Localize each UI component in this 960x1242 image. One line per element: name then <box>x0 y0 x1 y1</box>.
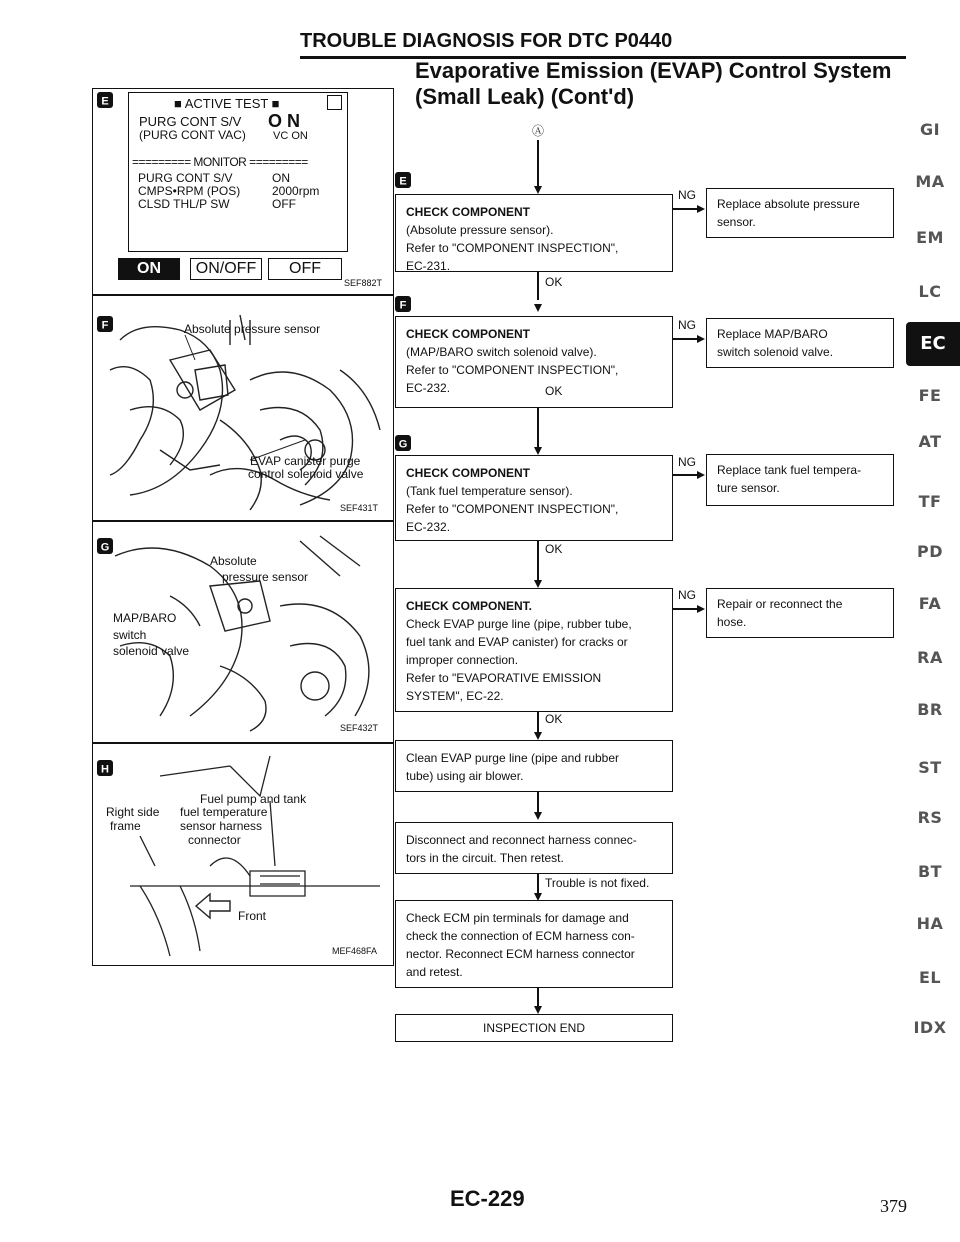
subtitle-line-1: Evaporative Emission (EVAP) Control System <box>415 58 892 83</box>
result-line: Replace absolute pressure <box>717 197 860 211</box>
ng-line <box>673 208 697 210</box>
monitor-value: OFF <box>272 197 296 211</box>
check-line: EC-232. <box>406 381 451 395</box>
flow-arrow-icon <box>534 304 542 312</box>
ok-label: OK <box>545 712 563 726</box>
page-title: TROUBLE DIAGNOSIS FOR DTC P0440 <box>300 30 673 52</box>
fuel-pump-callout: Fuel pump and tank <box>200 792 307 806</box>
result-box <box>706 588 894 638</box>
evap-purge-callout-1: EVAP canister purge <box>250 454 361 468</box>
flow-line <box>537 408 539 452</box>
svg-text:G: G <box>100 541 110 554</box>
check-line: (MAP/BARO switch solenoid valve). <box>406 345 597 359</box>
check-line: Refer to "COMPONENT INSPECTION", <box>406 241 619 255</box>
purg-cont-label: PURG CONT S/V <box>139 114 242 129</box>
monitor-name: CLSD THL/P SW <box>138 197 230 211</box>
figure-code: SEF432T <box>340 723 379 733</box>
ng-line <box>673 474 697 476</box>
map-baro-callout-2: switch <box>113 628 147 642</box>
subtitle-line-2: (Small Leak) (Cont'd) <box>415 84 635 109</box>
ng-label: NG <box>678 455 696 469</box>
ng-label: NG <box>678 188 696 202</box>
check-line: fuel tank and EVAP canister) for cracks or <box>406 635 628 649</box>
step-g-label <box>395 435 411 451</box>
frame-callout: frame <box>110 819 141 833</box>
ng-arrow-icon <box>697 471 705 479</box>
tab-ha[interactable]: HA <box>916 914 944 933</box>
check-ecm-step <box>395 900 673 988</box>
figure-code: SEF431T <box>340 503 379 513</box>
flow-arrow-icon <box>534 186 542 194</box>
connector-callout: connector <box>188 833 241 847</box>
check-step <box>395 455 673 541</box>
check-line: EC-232. <box>406 520 451 534</box>
tab-br[interactable]: BR <box>917 700 943 719</box>
tab-tf[interactable]: TF <box>918 492 942 511</box>
ok-label: OK <box>545 384 563 398</box>
svg-text:E: E <box>399 175 407 188</box>
check-line: improper connection. <box>406 653 519 667</box>
absolute-callout-2: pressure sensor <box>222 570 309 584</box>
step-f-label <box>395 296 411 312</box>
svg-text:H: H <box>101 763 109 776</box>
check-line: (Tank fuel temperature sensor). <box>406 484 573 498</box>
inspection-end: INSPECTION END <box>395 1014 673 1042</box>
tab-ra[interactable]: RA <box>917 648 943 667</box>
check-line: Refer to "COMPONENT INSPECTION", <box>406 502 619 516</box>
check-line: Refer to "EVAPORATIVE EMISSION <box>406 671 602 685</box>
flow-line <box>537 541 539 585</box>
monitor-value: ON <box>272 171 290 185</box>
check-line: Refer to "COMPONENT INSPECTION", <box>406 363 619 377</box>
checkbox-icon <box>327 95 342 110</box>
tab-em[interactable]: EM <box>916 228 944 247</box>
absolute-pressure-sensor-callout: Absolute pressure sensor <box>184 322 321 336</box>
check-title: CHECK COMPONENT <box>406 205 531 219</box>
ng-arrow-icon <box>697 335 705 343</box>
ng-label: NG <box>678 318 696 332</box>
step-line: Disconnect and reconnect harness connec- <box>406 833 637 847</box>
step-line: Check ECM pin terminals for damage and <box>406 911 629 925</box>
ng-line <box>673 608 697 610</box>
result-box <box>706 318 894 368</box>
flow-line <box>537 140 539 190</box>
check-line: (Absolute pressure sensor). <box>406 223 554 237</box>
tab-lc[interactable]: LC <box>918 282 942 301</box>
result-box <box>706 188 894 238</box>
result-line: sensor. <box>717 215 756 229</box>
step-line: check the connection of ECM harness con- <box>406 929 635 943</box>
step-line: and retest. <box>406 965 463 979</box>
page-number: 379 <box>880 1196 907 1216</box>
absolute-callout-1: Absolute <box>210 554 257 568</box>
flow-arrow-icon <box>534 812 542 820</box>
monitor-value: 2000rpm <box>272 184 320 198</box>
tab-at[interactable]: AT <box>918 432 942 451</box>
result-line: Replace tank fuel tempera- <box>717 463 862 477</box>
step-line: tube) using air blower. <box>406 769 524 783</box>
check-step <box>395 194 673 272</box>
monitor-heading: ========= MONITOR ========= <box>132 155 308 169</box>
tab-rs[interactable]: RS <box>917 808 943 827</box>
check-title: CHECK COMPONENT <box>406 466 531 480</box>
fuel-sensor-illustration <box>100 746 390 960</box>
active-test-heading: ■ ACTIVE TEST ■ <box>174 96 280 111</box>
flow-arrow-icon <box>534 580 542 588</box>
evap-purge-callout-2: control solenoid valve <box>248 467 364 481</box>
result-line: Replace MAP/BARO <box>717 327 828 341</box>
flow-arrow-icon <box>534 1006 542 1014</box>
figure-code: MEF468FA <box>332 946 378 956</box>
on-state: O N <box>268 111 301 131</box>
svg-text:F: F <box>101 319 109 332</box>
svg-text:F: F <box>399 299 407 312</box>
step-line: tors in the circuit. Then retest. <box>406 851 564 865</box>
disconnect-step <box>395 822 673 874</box>
check-title: CHECK COMPONENT. <box>406 599 533 613</box>
off-button[interactable]: OFF <box>268 258 342 280</box>
ng-line <box>673 338 697 340</box>
check-line: Check EVAP purge line (pipe, rubber tube, <box>406 617 632 631</box>
monitor-name: CMPS•RPM (POS) <box>138 184 241 198</box>
section-subtitle <box>415 58 891 110</box>
ng-arrow-icon <box>697 205 705 213</box>
flow-line <box>537 874 539 894</box>
check-line: SYSTEM", EC-22. <box>406 689 504 703</box>
tab-bt[interactable]: BT <box>917 862 943 881</box>
flow-arrow-icon <box>534 732 542 740</box>
ng-label: NG <box>678 588 696 602</box>
map-baro-callout-3: solenoid valve <box>113 644 190 658</box>
flow-start-marker: Ⓐ <box>532 124 545 138</box>
svg-text:E: E <box>101 95 109 108</box>
tab-fa[interactable]: FA <box>918 594 942 613</box>
clean-step <box>395 740 673 792</box>
ng-arrow-icon <box>697 605 705 613</box>
page-code: EC-229 <box>450 1186 525 1211</box>
result-line: Repair or reconnect the <box>717 597 843 611</box>
step-line: nector. Reconnect ECM harness connector <box>406 947 635 961</box>
flow-arrow-icon <box>534 447 542 455</box>
check-step <box>395 588 673 712</box>
vc-on-label: VC ON <box>273 130 308 142</box>
tab-pd[interactable]: PD <box>916 542 943 561</box>
tab-fe[interactable]: FE <box>918 386 942 405</box>
flow-line <box>537 272 539 300</box>
fuel-temp-callout: fuel temperature <box>180 805 268 819</box>
step-line: Clean EVAP purge line (pipe and rubber <box>406 751 620 765</box>
result-box <box>706 454 894 506</box>
ok-label: OK <box>545 275 563 289</box>
figure-code: SEF882T <box>344 278 383 288</box>
not-fixed-label: Trouble is not fixed. <box>545 876 650 890</box>
front-callout: Front <box>238 909 267 923</box>
tab-idx[interactable]: IDX <box>913 1018 947 1037</box>
check-title: CHECK COMPONENT <box>406 327 531 341</box>
on-off-button[interactable]: ON/OFF <box>190 258 262 280</box>
purg-vac-label: (PURG CONT VAC) <box>139 128 246 142</box>
svg-text:G: G <box>398 438 408 451</box>
check-step <box>395 316 673 408</box>
monitor-name: PURG CONT S/V <box>138 171 233 185</box>
result-line: switch solenoid valve. <box>717 345 834 359</box>
tab-ec[interactable]: EC <box>906 322 960 366</box>
panel-e-label <box>97 92 113 108</box>
on-button[interactable]: ON <box>118 258 180 280</box>
right-side-callout: Right side <box>106 805 160 819</box>
tab-el[interactable]: EL <box>918 968 942 987</box>
result-line: ture sensor. <box>717 481 780 495</box>
tab-gi[interactable]: GI <box>919 120 941 139</box>
monitor-row <box>138 172 240 211</box>
monitor-values <box>272 172 319 211</box>
tab-ma[interactable]: MA <box>915 172 945 191</box>
result-line: hose. <box>717 615 747 629</box>
flow-line <box>537 712 539 732</box>
check-line: EC-231. <box>406 259 451 273</box>
step-e-label <box>395 172 411 188</box>
tab-st[interactable]: ST <box>918 758 942 777</box>
map-baro-callout-1: MAP/BARO <box>113 611 177 625</box>
ok-label: OK <box>545 542 563 556</box>
sensor-harness-callout: sensor harness <box>180 819 263 833</box>
